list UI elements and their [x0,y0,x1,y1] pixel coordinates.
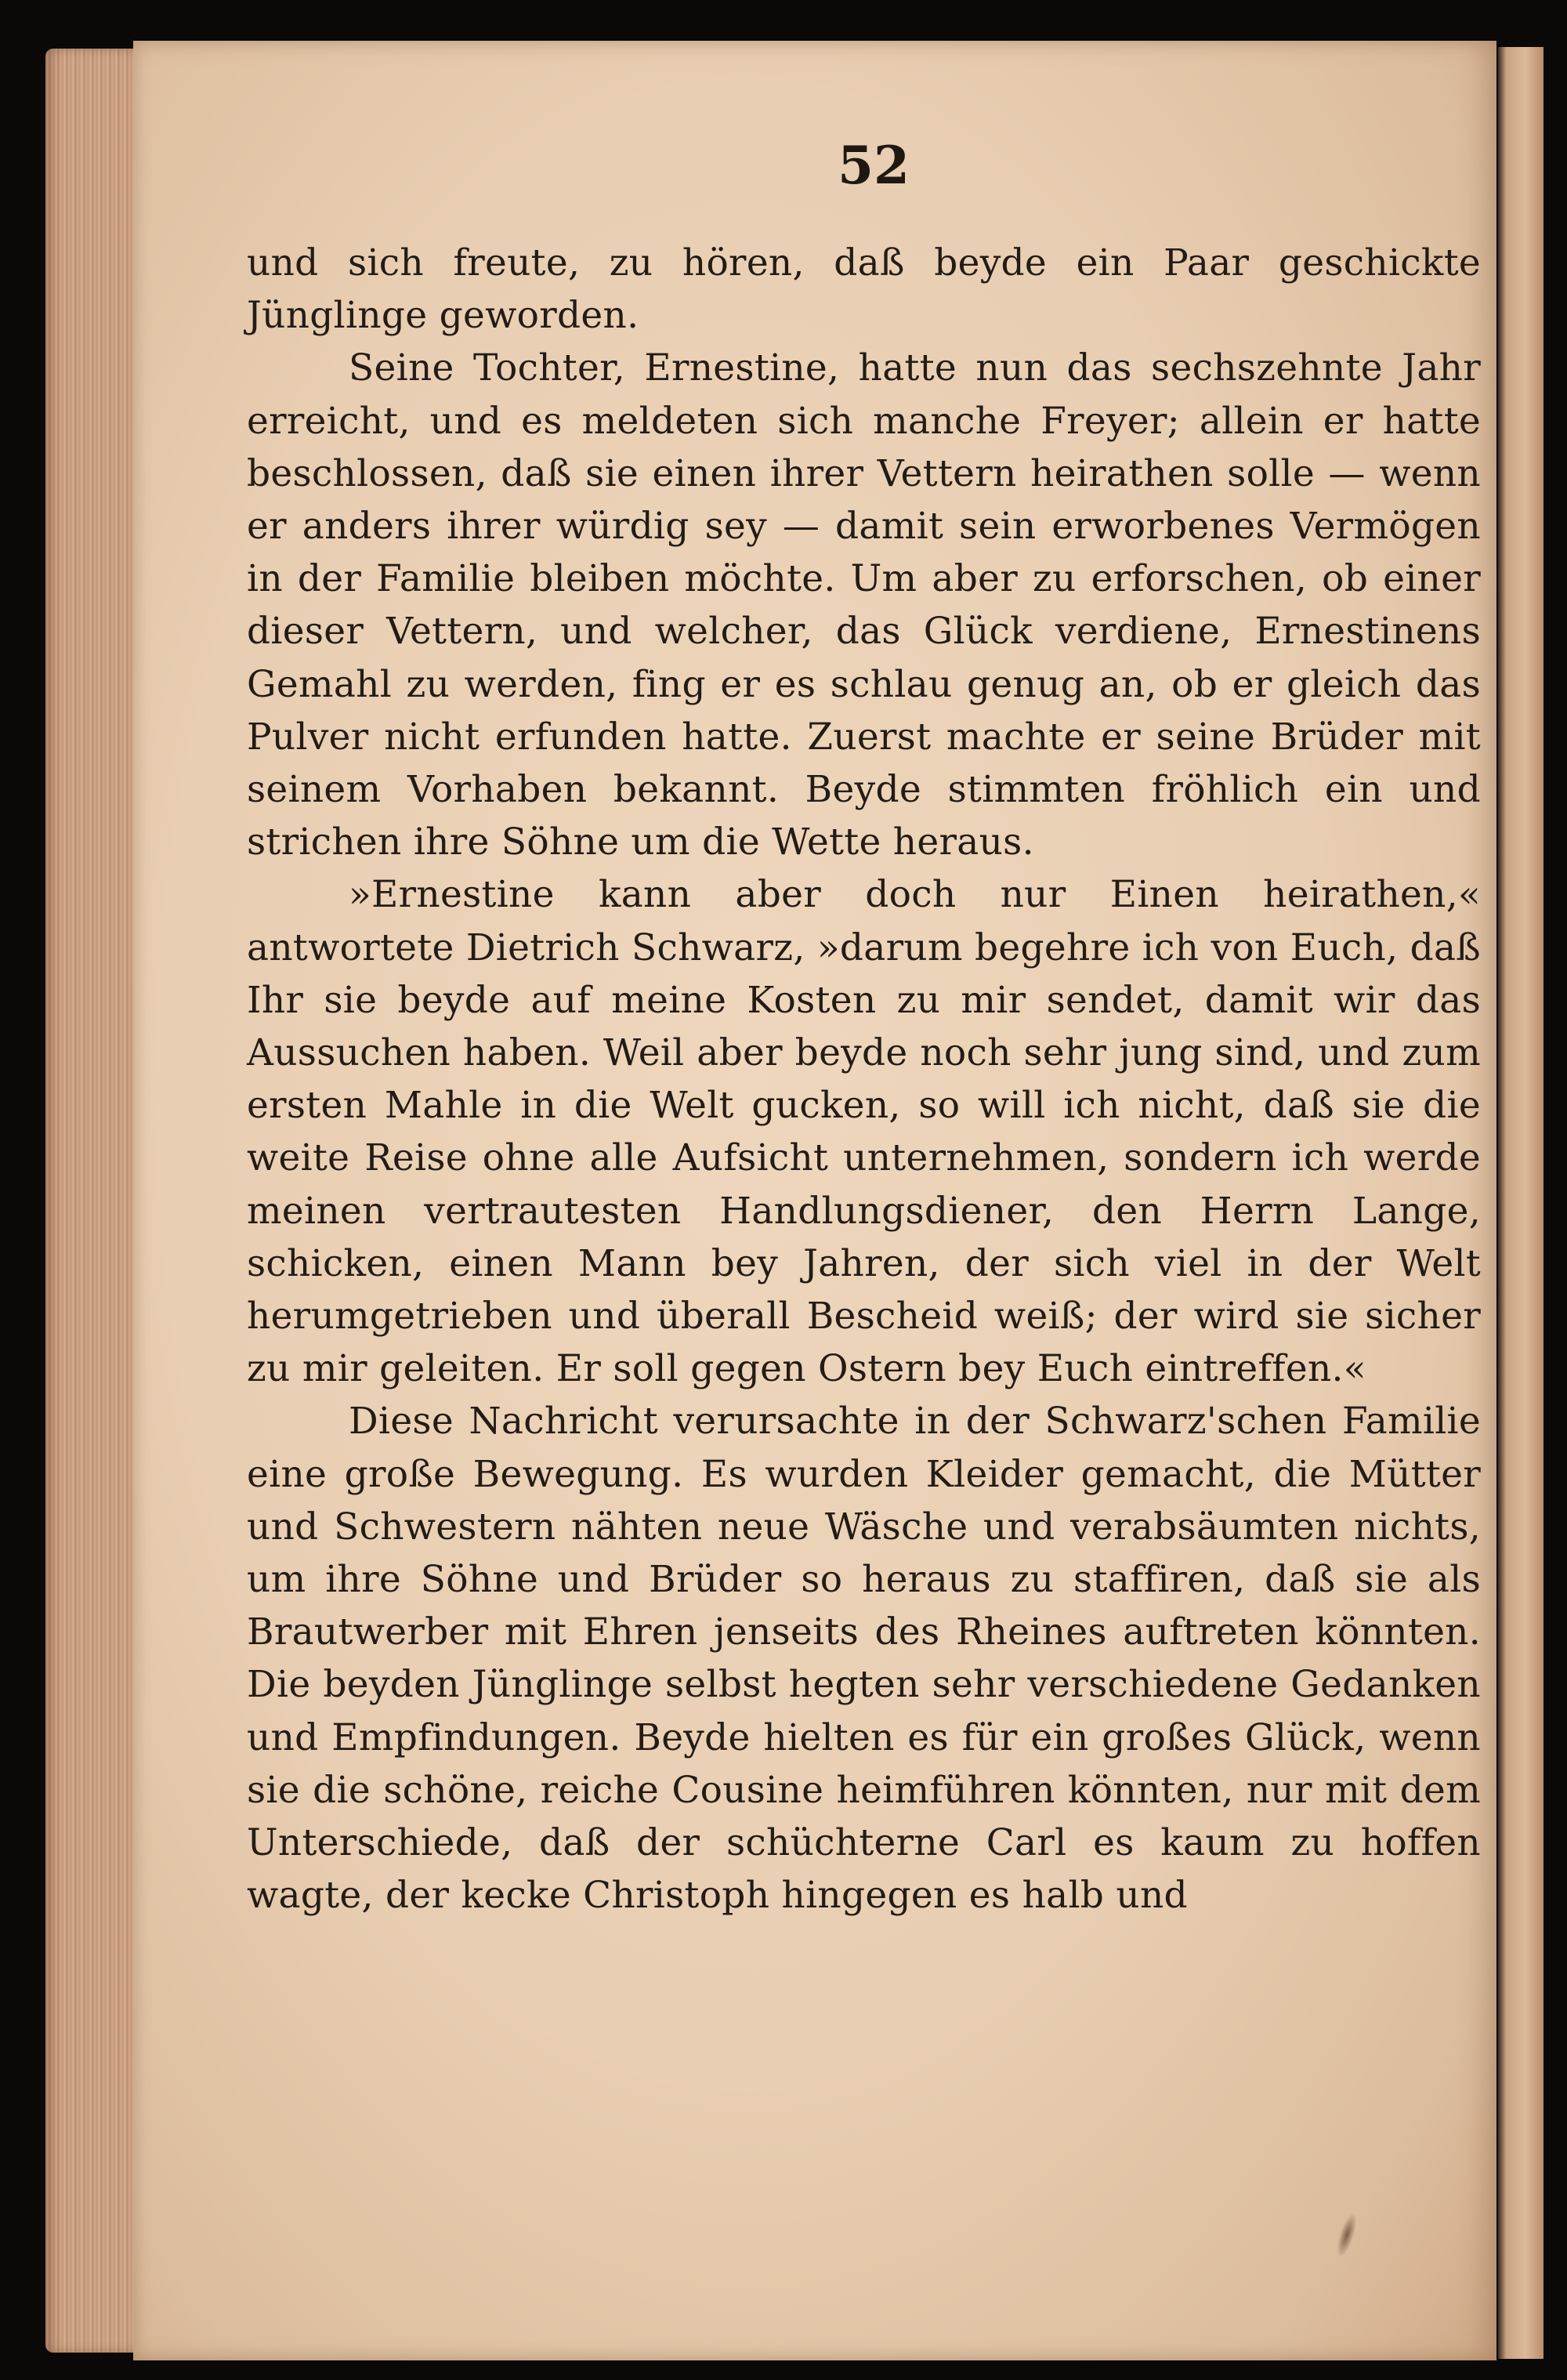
paragraph: Diese Nachricht verursachte in der Schwarz'schen Familie eine große Bewegung. Es wurden Kleider gemacht, die Mütter und Schwestern nähten neue Wäsche und verabsäumten nichts, um ihre Söhne und Brüder so heraus zu staffiren, daß sie als Brautwerber mit Ehren jenseits des Rheines auftreten könnten. Die beyden Jünglinge selbst hegten sehr verschiedene Gedanken und Empfindungen. Beyde hielten es für ein großes Glück, wenn sie die schöne, reiche Cousine heimführen könnten, nur mit dem Unterschiede, daß der schüchterne Carl es kaum zu hoffen wagte, der kecke Christoph hingegen es halb und [247,1400,1481,1918]
page-number: 52 [838,135,910,196]
body-text [247,237,1481,1922]
paragraph: und sich freute, zu hören, daß beyde ein Paar geschickte Jünglinge geworden. [247,241,1481,338]
facing-page-edge [1498,47,1543,2359]
paragraph: Seine Tochter, Ernestine, hatte nun das sechszehnte Jahr erreicht, und es meldeten sich manche Freyer; allein er hatte beschlossen, daß sie einen ihrer Vettern heirathen solle — wenn er anders ihrer würdig sey — damit sein erworbenes Vermögen in der Familie bleiben möchte. Um aber zu erforschen, ob einer dieser Vettern, und welcher, das Glück verdiene, Ernestinens Gemahl zu werden, fing er es schlau genug an, ob er gleich das Pulver nicht erfunden hatte. Zuerst machte er seine Brüder mit seinem Vorhaben bekannt. Beyde stimmten fröhlich ein und strichen ihre Söhne um die Wette heraus. [247,346,1481,864]
ink-smudge [1333,2211,1361,2260]
paragraph: »Ernestine kann aber doch nur Einen heirathen,« antwortete Dietrich Schwarz, »darum begehre ich von Euch, daß Ihr sie beyde auf meine Kosten zu mir sendet, damit wir das Aussuchen haben. Weil aber beyde noch sehr jung sind, und zum ersten Mahle in die Welt gucken, so will ich nicht, daß sie die weite Reise ohne alle Aufsicht unternehmen, sondern ich werde meinen vertrautesten Handlungsdiener, den Herrn Lange, schicken, einen Mann bey Jahren, der sich viel in der Welt herumgetrieben und überall Bescheid weiß; der wird sie sicher zu mir geleiten. Er soll gegen Ostern bey Euch eintreffen.« [247,873,1481,1391]
page-sheet [133,41,1496,2360]
